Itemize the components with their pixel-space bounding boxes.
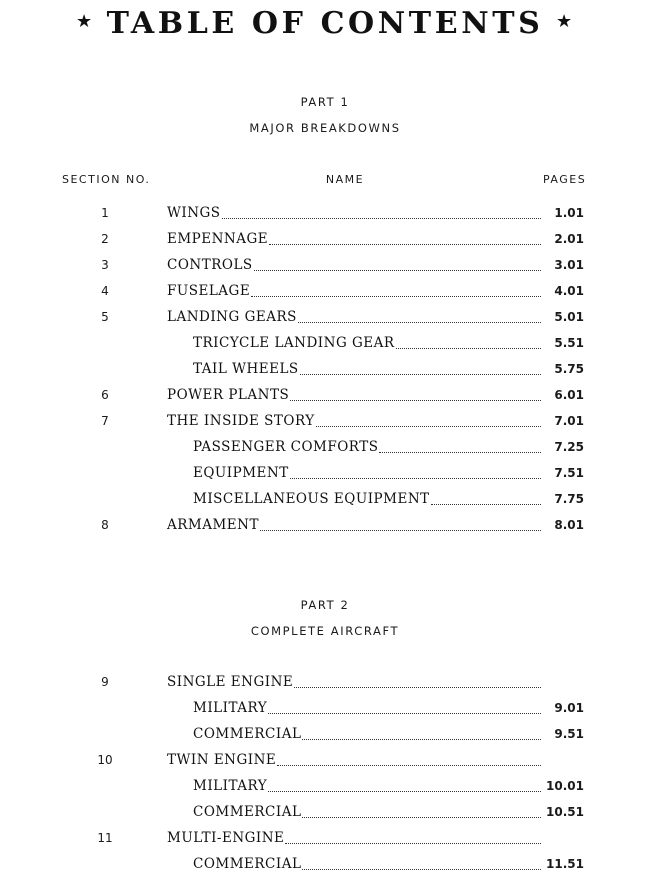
toc-entry	[167, 281, 541, 301]
column-header-pages: PAGES	[543, 173, 587, 186]
entry-name: MILITARY	[193, 778, 268, 794]
title-row	[0, 4, 650, 44]
page-number: 10.01	[546, 779, 584, 793]
toc-row	[0, 489, 650, 509]
entry-name: WINGS	[167, 205, 221, 221]
part-2-label: PART 2	[300, 598, 350, 612]
dot-leader	[431, 504, 541, 505]
page-number: 8.01	[554, 518, 584, 532]
section-number: 9	[101, 675, 109, 689]
toc-row	[0, 203, 650, 223]
toc-entry	[167, 411, 541, 431]
toc-row	[0, 411, 650, 431]
toc-row	[0, 724, 650, 744]
toc-entry	[193, 359, 541, 379]
toc-row	[0, 229, 650, 249]
toc-row	[0, 802, 650, 822]
dot-leader	[379, 452, 541, 453]
toc-row	[0, 385, 650, 405]
toc-entry	[167, 515, 541, 535]
entry-name: FUSELAGE	[167, 283, 251, 299]
page-number: 11.51	[546, 857, 584, 871]
toc-entry	[193, 489, 541, 509]
entry-name: MILITARY	[193, 700, 268, 716]
toc-entry	[193, 698, 541, 718]
dot-leader	[290, 478, 541, 479]
dot-leader	[300, 374, 541, 375]
entry-name: PASSENGER COMFORTS	[193, 439, 379, 455]
part-1-label: PART 1	[300, 95, 350, 109]
toc-row	[0, 463, 650, 483]
section-number: 2	[101, 232, 109, 246]
dot-leader	[302, 869, 541, 870]
section-number: 5	[101, 310, 109, 324]
page-number: 9.51	[554, 727, 584, 741]
column-header-name: NAME	[325, 173, 365, 186]
entry-name: COMMERCIAL	[193, 726, 302, 742]
entry-name: SINGLE ENGINE	[167, 674, 294, 690]
entry-name: THE INSIDE STORY	[167, 413, 315, 429]
dot-leader	[396, 348, 541, 349]
toc-row	[0, 307, 650, 327]
page-number: 10.51	[546, 805, 584, 819]
toc-entry	[193, 333, 541, 353]
section-number: 4	[101, 284, 109, 298]
toc-row	[0, 359, 650, 379]
star-icon-right: ★	[556, 11, 573, 32]
toc-entry	[193, 437, 541, 457]
entry-name: MISCELLANEOUS EQUIPMENT	[193, 491, 430, 507]
entry-name: TWIN ENGINE	[167, 752, 277, 768]
section-number: 10	[97, 753, 113, 767]
page-number: 5.51	[554, 336, 584, 350]
toc-row	[0, 515, 650, 535]
section-number: 7	[101, 414, 109, 428]
toc-entry	[167, 672, 541, 692]
star-icon-left: ★	[76, 11, 93, 32]
page-number: 5.75	[554, 362, 584, 376]
dot-leader	[316, 426, 541, 427]
toc-row	[0, 333, 650, 353]
entry-name: MULTI-ENGINE	[167, 830, 285, 846]
toc-entry	[167, 255, 541, 275]
toc-entry	[167, 307, 541, 327]
entry-name: COMMERCIAL	[193, 804, 302, 820]
toc-entry	[193, 776, 541, 796]
dot-leader	[302, 817, 541, 818]
toc-row	[0, 776, 650, 796]
toc-row	[0, 255, 650, 275]
entry-name: EQUIPMENT	[193, 465, 289, 481]
page-number: 4.01	[554, 284, 584, 298]
toc-entry	[167, 750, 541, 770]
toc-row	[0, 281, 650, 301]
dot-leader	[260, 530, 541, 531]
entry-name: CONTROLS	[167, 257, 253, 273]
toc-entry	[193, 802, 541, 822]
toc-entry	[167, 385, 541, 405]
toc-row	[0, 750, 650, 770]
toc-row	[0, 698, 650, 718]
dot-leader	[222, 218, 541, 219]
section-number: 8	[101, 518, 109, 532]
toc-row	[0, 437, 650, 457]
section-number: 6	[101, 388, 109, 402]
section-number: 3	[101, 258, 109, 272]
dot-leader	[277, 765, 541, 766]
dot-leader	[268, 713, 541, 714]
entry-name: TRICYCLE LANDING GEAR	[193, 335, 395, 351]
part-2-name: COMPLETE AIRCRAFT	[250, 624, 400, 638]
toc-entry	[167, 203, 541, 223]
dot-leader	[294, 687, 541, 688]
dot-leader	[290, 400, 541, 401]
dot-leader	[254, 270, 541, 271]
page-number: 7.25	[554, 440, 584, 454]
page-number: 9.01	[554, 701, 584, 715]
section-number: 11	[97, 831, 113, 845]
part-1-name: MAJOR BREAKDOWNS	[249, 121, 401, 135]
page-number: 2.01	[554, 232, 584, 246]
page-number: 5.01	[554, 310, 584, 324]
page-number: 7.01	[554, 414, 584, 428]
entry-name: EMPENNAGE	[167, 231, 269, 247]
dot-leader	[268, 791, 541, 792]
page-number: 7.75	[554, 492, 584, 506]
page-number: 3.01	[554, 258, 584, 272]
dot-leader	[251, 296, 541, 297]
entry-name: LANDING GEARS	[167, 309, 297, 325]
entry-name: ARMAMENT	[167, 517, 259, 533]
column-header-section: SECTION NO.	[62, 173, 151, 186]
toc-entry	[193, 463, 541, 483]
toc-row	[0, 854, 650, 874]
toc-entry	[167, 828, 541, 848]
dot-leader	[298, 322, 541, 323]
toc-entry	[193, 854, 541, 874]
toc-entry	[167, 229, 541, 249]
dot-leader	[302, 739, 541, 740]
toc-entry	[193, 724, 541, 744]
toc-row	[0, 672, 650, 692]
page-title: TABLE OF CONTENTS	[106, 6, 544, 41]
entry-name: POWER PLANTS	[167, 387, 290, 403]
page-number: 7.51	[554, 466, 584, 480]
section-number: 1	[101, 206, 109, 220]
dot-leader	[269, 244, 541, 245]
page-number: 6.01	[554, 388, 584, 402]
entry-name: COMMERCIAL	[193, 856, 302, 872]
dot-leader	[285, 843, 541, 844]
page-number: 1.01	[554, 206, 584, 220]
toc-row	[0, 828, 650, 848]
entry-name: TAIL WHEELS	[193, 361, 299, 377]
